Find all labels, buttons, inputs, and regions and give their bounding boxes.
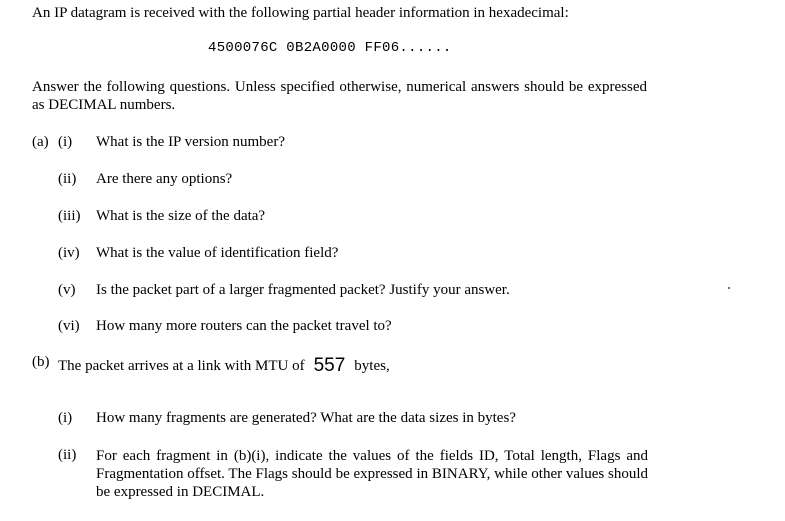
question-b-i-text: How many fragments are generated? What are the data sizes in bytes? [96, 410, 516, 426]
question-a-i-number: (i) [58, 134, 73, 150]
instructions-text: Answer the following questions. Unless specified otherwise, numerical answers should be expressed as DECIMAL numbers. [32, 79, 647, 113]
mtu-value: 557 [313, 355, 346, 376]
question-a-vi-number: (vi) [58, 318, 80, 334]
part-b-text-before: The packet arrives at a link with MTU of [58, 358, 305, 374]
intro-text: An IP datagram is received with the following partial header information in hexadecimal: [32, 5, 569, 21]
question-a-iii-text: What is the size of the data? [96, 208, 266, 224]
question-a-v-number: (v) [58, 282, 76, 298]
question-a-v-text: Is the packet part of a larger fragmented packet? Justify your answer. [96, 282, 510, 298]
stray-dot [728, 287, 730, 289]
question-a-iv-text: What is the value of identification field? [96, 245, 339, 261]
question-a-ii-text: Are there any options? [96, 171, 233, 187]
question-b-ii-number: (ii) [58, 447, 77, 463]
question-a-iv-number: (iv) [58, 245, 80, 261]
question-a-iii-number: (iii) [58, 208, 81, 224]
part-b-statement [58, 354, 390, 376]
question-a-i-text: What is the IP version number? [96, 134, 285, 150]
part-a-label: (a) [32, 134, 49, 150]
part-b-text-after: bytes, [354, 358, 390, 374]
question-a-vi-text: How many more routers can the packet travel to? [96, 318, 392, 334]
hex-header: 4500076C 0B2A0000 FF06...... [208, 40, 452, 56]
part-b-label: (b) [32, 354, 50, 370]
question-a-ii-number: (ii) [58, 171, 77, 187]
question-b-i-number: (i) [58, 410, 73, 426]
question-b-ii-text: For each fragment in (b)(i), indicate the values of the fields ID, Total length, Flags and Fragmentation offset. The Flags should be expressed in BINARY, while other values should be expressed in DECIMAL. [96, 448, 648, 500]
